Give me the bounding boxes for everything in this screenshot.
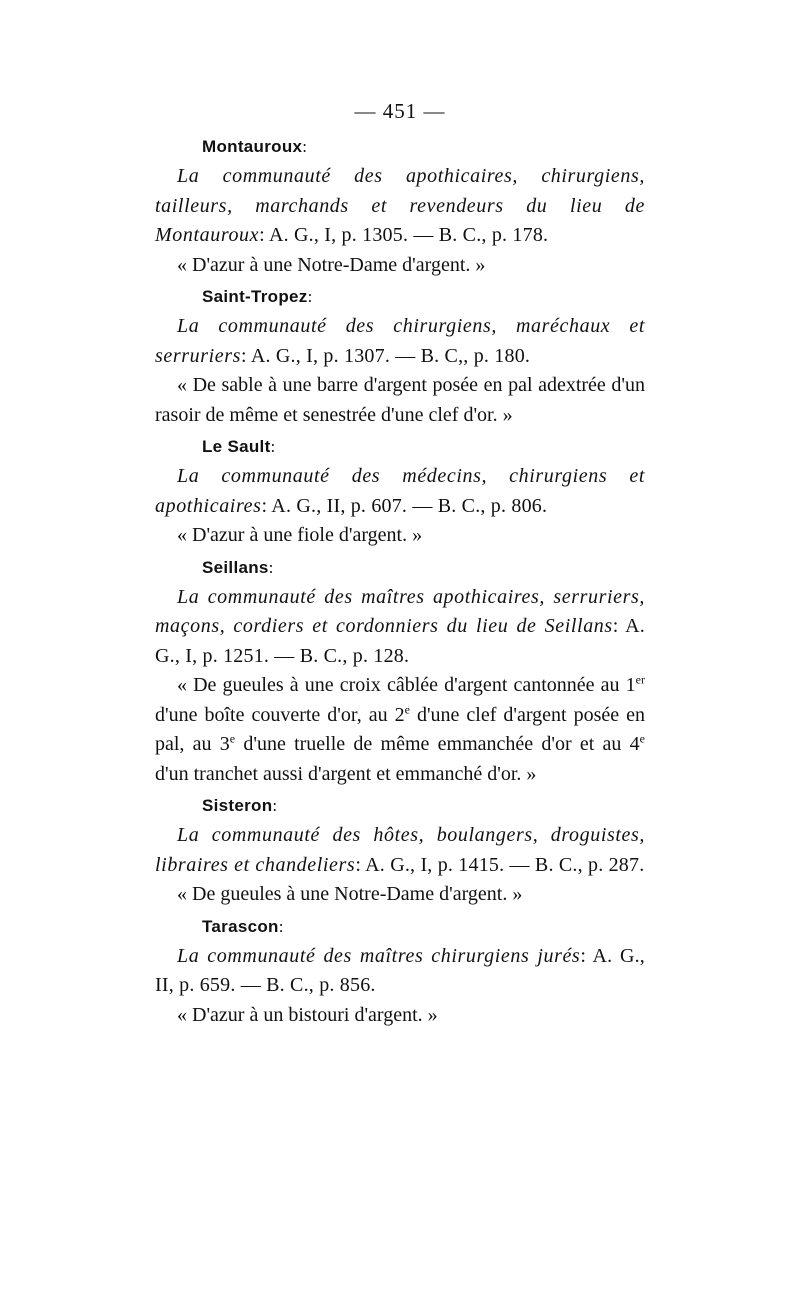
community-name: La communauté des maîtres apothicaires, serruriers, maçons, cordiers et cordonniers du lieu de Seillans <box>155 585 645 637</box>
place-heading: Montauroux: <box>202 137 308 156</box>
place-heading: Le Sault: <box>202 437 276 456</box>
source-citation <box>155 462 645 521</box>
source-citation <box>155 821 645 880</box>
source-reference: : A. G., I, p. 1251. — B. C., p. 128. <box>155 615 645 667</box>
community-name: La communauté des apothicaires, chirurgiens, tailleurs, marchands et revendeurs du lieu de Montauroux <box>155 165 645 246</box>
entry-saint-tropez <box>155 282 645 430</box>
community-name: La communauté des maîtres chirurgiens jurés <box>177 944 581 967</box>
entry-montauroux <box>155 132 645 280</box>
source-reference: : A. G., II, p. 607. — B. C., p. 806. <box>261 494 548 517</box>
source-reference: : A. G., I, p. 1415. — B. C., p. 287. <box>355 853 645 876</box>
entry-sisteron <box>155 791 645 910</box>
place-heading: Tarascon: <box>202 916 284 936</box>
entry-seillans <box>155 553 645 790</box>
blazon-text: « De sable à une barre d'argent posée en pal adextrée d'un rasoir de même et senestrée d'une clef d'or. » <box>155 374 645 426</box>
page-number: — 451 — <box>354 99 446 123</box>
place-heading: Saint-Tropez: <box>202 287 313 306</box>
entry-le-sault <box>155 432 645 551</box>
place-heading: Seillans: <box>202 557 274 577</box>
place-heading: Sisteron: <box>202 796 278 815</box>
blazon-text: « De gueules à une Notre-Dame d'argent. » <box>177 883 523 905</box>
community-name: La communauté des hôtes, boulangers, droguistes, libraires et chandeliers <box>155 824 645 876</box>
source-citation <box>155 312 645 371</box>
community-name: La communauté des médecins, chirurgiens et apothicaires <box>155 465 645 517</box>
source-reference: : A. G., I, p. 1305. — B. C., p. 178. <box>259 224 549 246</box>
source-reference: : A. G., I, p. 1307. — B. C,, p. 180. <box>241 344 531 367</box>
source-citation <box>155 583 645 672</box>
blazon-text: « D'azur à une fiole d'argent. » <box>177 524 423 546</box>
blazon-text: « De gueules à une croix câblée d'argent cantonnée au 1er d'une boîte couverte d'or, au 2e d'une clef d'argent posée en pal, au 3e d'une truelle de même emmanchée d'or et au 4e d'un tranchet aussi d'argent et emmanché d'or. » <box>155 672 645 785</box>
blazon-text: « D'azur à une Notre-Dame d'argent. » <box>177 253 486 276</box>
blazon-text: « D'azur à un bistouri d'argent. » <box>177 1003 438 1026</box>
entry-tarascon <box>155 912 645 1031</box>
community-name: La communauté des chirurgiens, maréchaux et serruriers <box>155 315 645 367</box>
source-reference: : A. G., II, p. 659. — B. C., p. 856. <box>155 944 645 996</box>
book-page <box>155 96 645 1032</box>
source-citation <box>155 942 645 1001</box>
source-citation <box>155 162 645 251</box>
